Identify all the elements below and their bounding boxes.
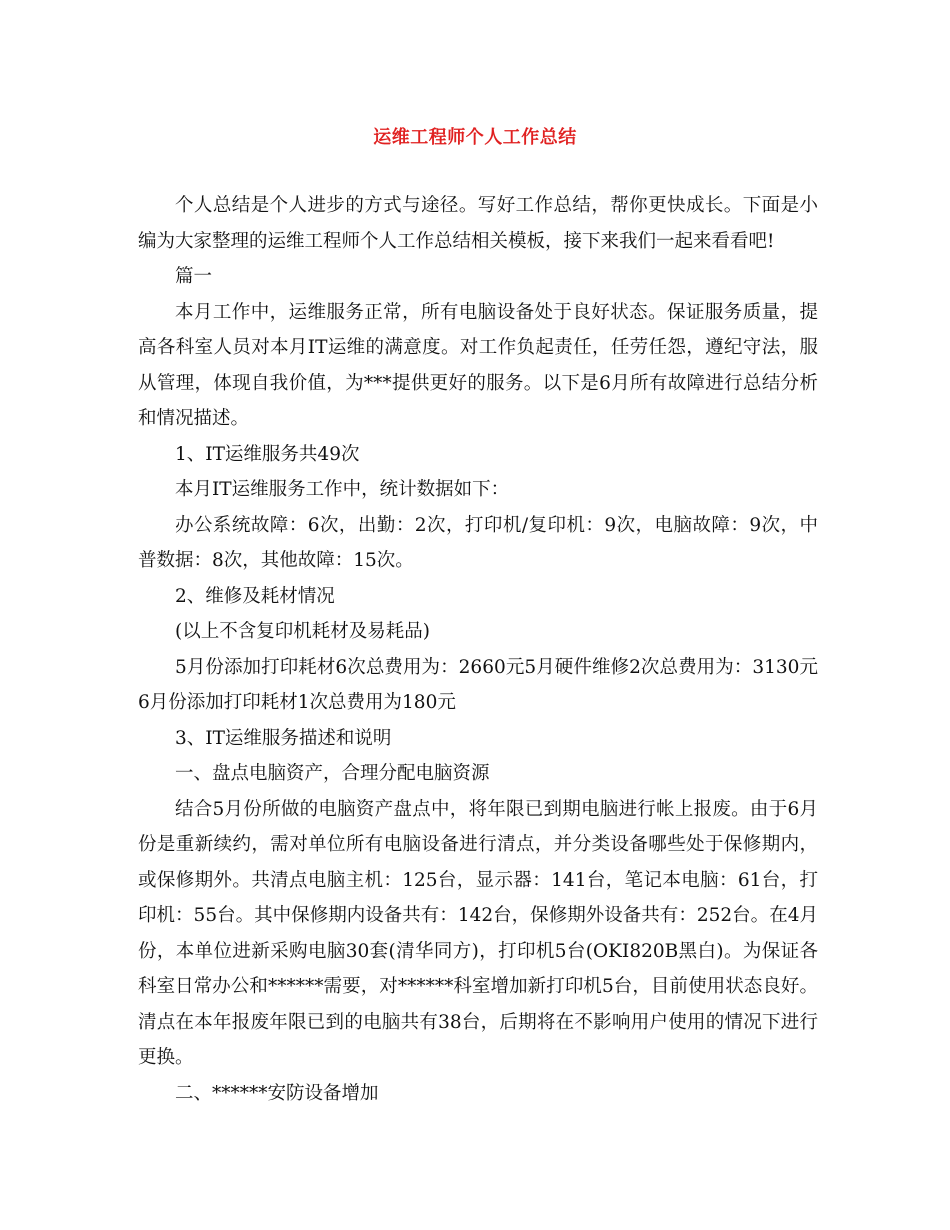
document-title: 运维工程师个人工作总结	[373, 127, 577, 148]
paragraph: 结合5月份所做的电脑资产盘点中，将年限已到期电脑进行帐上报废。由于6月份是重新续约，需对单位所有电脑设备进行清点，并分类设备哪些处于保修期内，或保修期外。共清点电脑主机：125台，显示器：141台，笔记本电脑：61台，打印机：55台。其中保修期内设备共有：142台，保修期外设备共有：252台。在4月份，本单位进新采购电脑30套(清华同方)，打印机5台(OKI820B黑白)。为保证各科室日常办公和******需要，对******科室增加新打印机5台，目前使用状态良好。清点在本年报废年限已到的电脑共有38台，后期将在不影响用户使用的情况下进行更换。	[138, 798, 818, 1068]
paragraph: 本月IT运维服务工作中，统计数据如下：	[175, 479, 510, 500]
subsection-heading: 一、盘点电脑资产，合理分配电脑资源	[175, 763, 490, 784]
paragraph: 办公系统故障：6次，出勤：2次，打印机/复印机：9次，电脑故障：9次，中普数据：8次，其他故障：15次。	[138, 514, 818, 571]
paragraph: 5月份添加打印耗材6次总费用为：2660元5月硬件维修2次总费用为：3130元6月份添加打印耗材1次总费用为180元	[138, 656, 818, 713]
subsection-heading: 二、******安防设备增加	[175, 1082, 379, 1104]
note-paragraph: (以上不含复印机耗材及易耗品)	[175, 621, 430, 642]
paragraph: 本月工作中，运维服务正常，所有电脑设备处于良好状态。保证服务质量，提高各科室人员对本月IT运维的满意度。对工作负起责任，任劳任怨，遵纪守法，服从管理，体现自我价值，为***提供更好的服务。以下是6月所有故障进行总结分析和情况描述。	[138, 301, 818, 429]
section-label: 篇一	[175, 266, 213, 287]
section-heading: 3、IT运维服务描述和说明	[175, 727, 392, 749]
document-body	[138, 188, 818, 1111]
section-heading: 2、维修及耗材情况	[175, 585, 335, 607]
intro-paragraph: 个人总结是个人进步的方式与途径。写好工作总结，帮你更快成长。下面是小编为大家整理的运维工程师个人工作总结相关模板，接下来我们一起来看看吧!	[138, 195, 818, 252]
section-heading: 1、IT运维服务共49次	[175, 443, 360, 465]
